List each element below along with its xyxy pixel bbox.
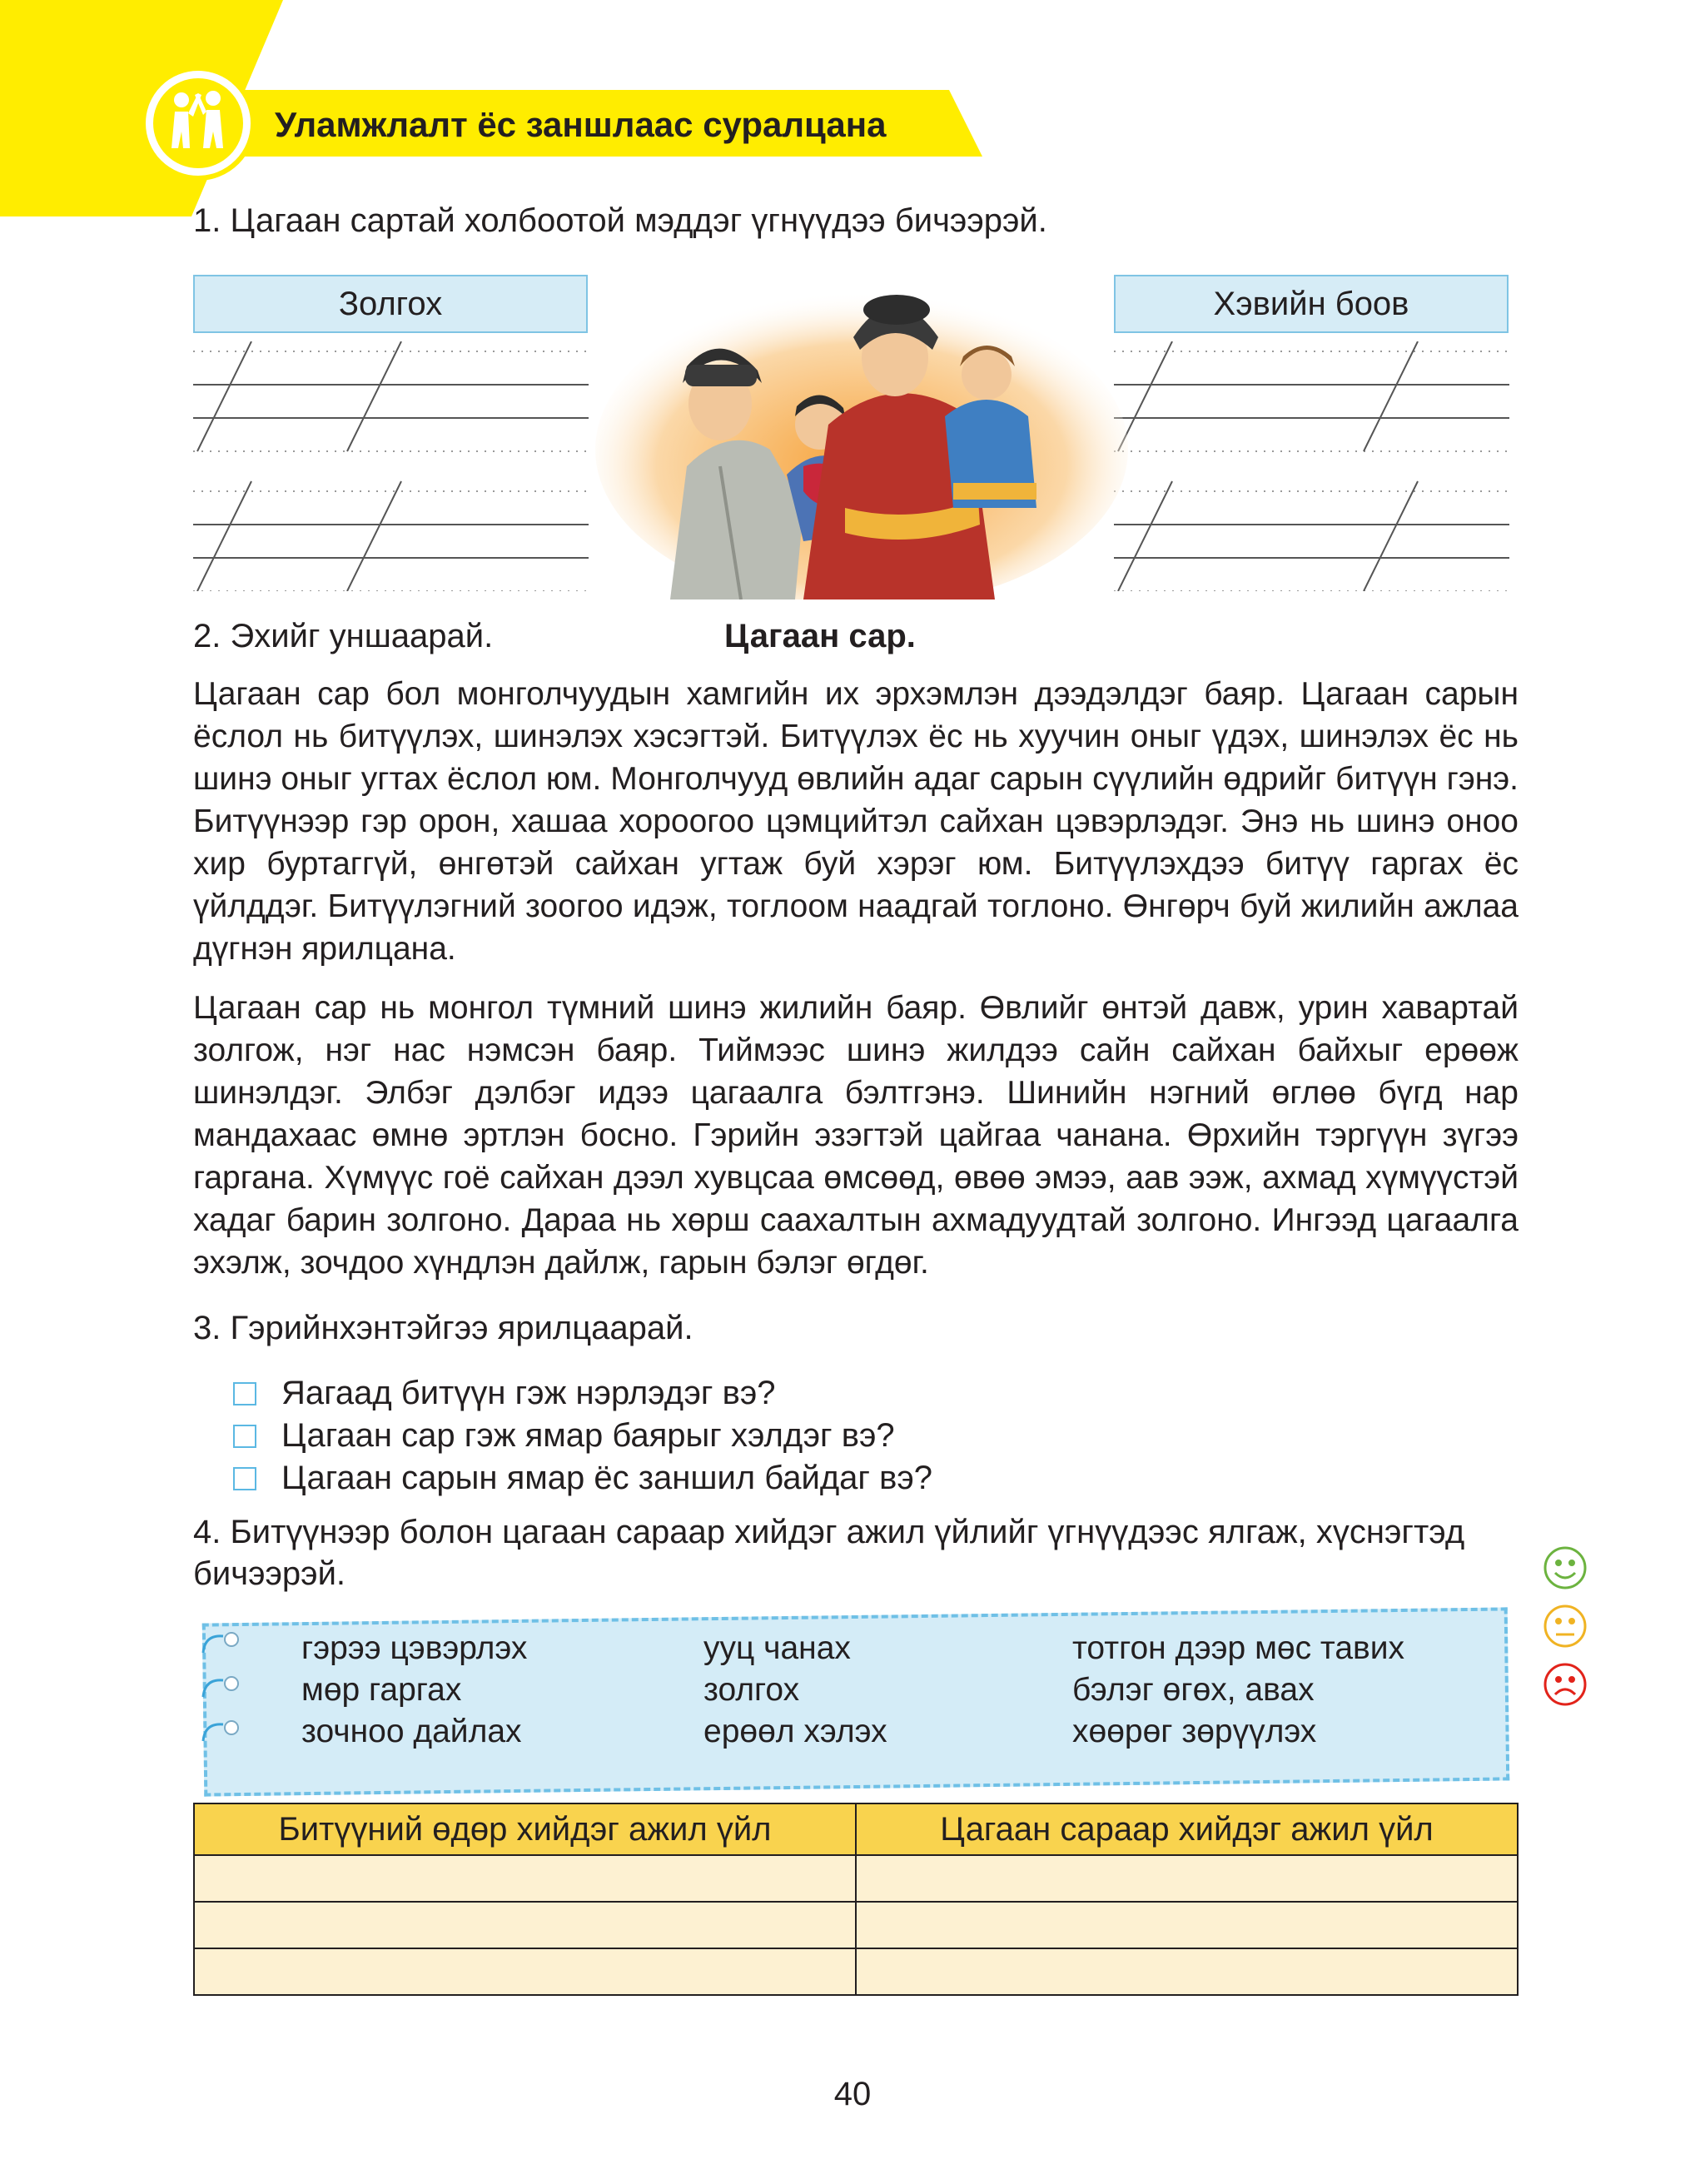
text-title: Цагаан сар. [724, 618, 916, 654]
tsagaan-sar-greeting-illustration [595, 258, 1128, 599]
word-item[interactable]: тотгон дээр мөс тавих [1072, 1630, 1405, 1666]
table-cell[interactable] [856, 1902, 1518, 1948]
table-cell[interactable] [856, 1855, 1518, 1902]
table-header-tsagaan-sar: Цагаан сараар хийдэг ажил үйл [856, 1803, 1518, 1855]
question-text: Цагаан сар гэж ямар баярыг хэлдэг вэ? [281, 1417, 895, 1454]
table-cell[interactable] [194, 1902, 856, 1948]
checkbox[interactable] [233, 1425, 256, 1448]
question-text: Яагаад битүүн гэж нэрлэдэг вэ? [281, 1375, 776, 1411]
word-item[interactable]: бэлэг өгөх, авах [1072, 1672, 1315, 1708]
word-item[interactable]: ерөөл хэлэх [703, 1714, 887, 1749]
word-label-right: Хэвийн боов [1114, 275, 1509, 333]
self-assessment [1540, 1545, 1590, 1719]
smiley-sad-icon [1545, 1664, 1585, 1704]
sorting-table [193, 1803, 1519, 1996]
table-cell[interactable] [194, 1855, 856, 1902]
writing-lines-left[interactable] [193, 341, 589, 591]
table-cell[interactable] [856, 1948, 1518, 1995]
word-item[interactable]: золгох [703, 1672, 800, 1708]
checkbox[interactable] [233, 1382, 256, 1405]
paragraph-1: Цагаан сар бол монголчуудын хамгийн их эрхэмлэн дээдэлдэг баяр. Цагаан сарын ёслол нь битүүлэх, шинэлэх хэсэгтэй. Битүүлэх ёс нь хуучин оныг үдэх, шинэлэх ёс нь шинэ оныг угтах ёслол юм. Монголчууд өвлийн адаг сарын сүүлийн өдрийг битүүн гэнэ. Битүүнээр гэр орон, хашаа хороогоо цэмцийтэл сайхан цэвэрлэдэг. Энэ нь шинэ оноо хир буртаггүй, өнгөтэй сайхан угтаж буй хэрэг юм. Битүүлэхдээ битүү гаргах ёс үйлддэг. Битүүлэгний зоогоо идэж, тоглоом наадгай тоглоно. Өнгөрч буй жилийн ажлаа дүгнэн ярилцана. [193, 676, 1519, 967]
word-item[interactable]: мөр гаргах [301, 1672, 462, 1708]
task4-instruction-line2: бичээрэй. [193, 1555, 346, 1592]
task2-instruction: 2. Эхийг уншаарай. [193, 618, 494, 654]
pin-icon [200, 1628, 246, 1658]
table-row [194, 1948, 1518, 1995]
task4-instruction-line1: 4. Битүүнээр болон цагаан сараар хийдэг ажил үйлийг үгнүүдээс ялгаж, хүснэгтэд [193, 1514, 1465, 1550]
list-item [233, 1415, 932, 1457]
list-item [233, 1457, 932, 1500]
table-header-row [194, 1803, 1518, 1855]
question-text: Цагаан сарын ямар ёс заншил байдаг вэ? [281, 1460, 933, 1496]
writing-lines-right[interactable] [1114, 341, 1509, 591]
question-list [233, 1372, 932, 1500]
list-item [233, 1372, 932, 1415]
pin-icon [200, 1672, 246, 1702]
word-item[interactable]: ууц чанах [703, 1630, 851, 1666]
children-high-five-icon [140, 65, 256, 182]
table-row [194, 1902, 1518, 1948]
task3-instruction: 3. Гэрийнхэнтэйгээ ярилцаарай. [193, 1310, 693, 1346]
checkbox[interactable] [233, 1467, 256, 1490]
word-item[interactable]: зочноо дайлах [301, 1714, 522, 1749]
word-item[interactable]: хөөрөг зөрүүлэх [1072, 1714, 1317, 1749]
page-number: 40 [833, 2076, 872, 2112]
word-item[interactable]: гэрээ цэвэрлэх [301, 1630, 528, 1666]
table-header-bituun: Битүүний өдөр хийдэг ажил үйл [194, 1803, 856, 1855]
smiley-neutral-icon [1545, 1606, 1585, 1646]
word-label-left: Золгох [193, 275, 588, 333]
smiley-happy-icon [1545, 1548, 1585, 1588]
table-row [194, 1855, 1518, 1902]
pin-icon [200, 1716, 246, 1746]
paragraph-2: Цагаан сар нь монгол түмний шинэ жилийн баяр. Өвлийг өнтэй давж, урин хавартай золгож, нэг нас нэмсэн баяр. Тиймээс шинэ жилдээ сайн сайхан байхыг ерөөж шинэлдэг. Элбэг дэлбэг идээ цагаалга бэлтгэнэ. Шинийн нэгний өглөө бүгд нар мандахаас өмнө эртлэн босно. Гэрийн эзэгтэй цайгаа чанана. Өрхийн тэргүүн зүгээ гаргана. Хүмүүс гоё сайхан дээл хувцсаа өмсөөд, өвөө эмээ, аав ээж, ахмад хүмүүстэй хадаг барин золгоно. Дараа нь хөрш саахалтын ахмадуудтай золгоно. Ингээд цагаалга эхэлж, зочдоо хүндлэн дайлж, гарын бэлэг өгдөг. [193, 990, 1519, 1281]
table-cell[interactable] [194, 1948, 856, 1995]
page-title: Уламжлалт ёс заншлаас суралцана [275, 105, 887, 144]
task1-instruction: 1. Цагаан сартай холбоотой мэддэг үгнүүдээ бичээрэй. [193, 202, 1047, 239]
